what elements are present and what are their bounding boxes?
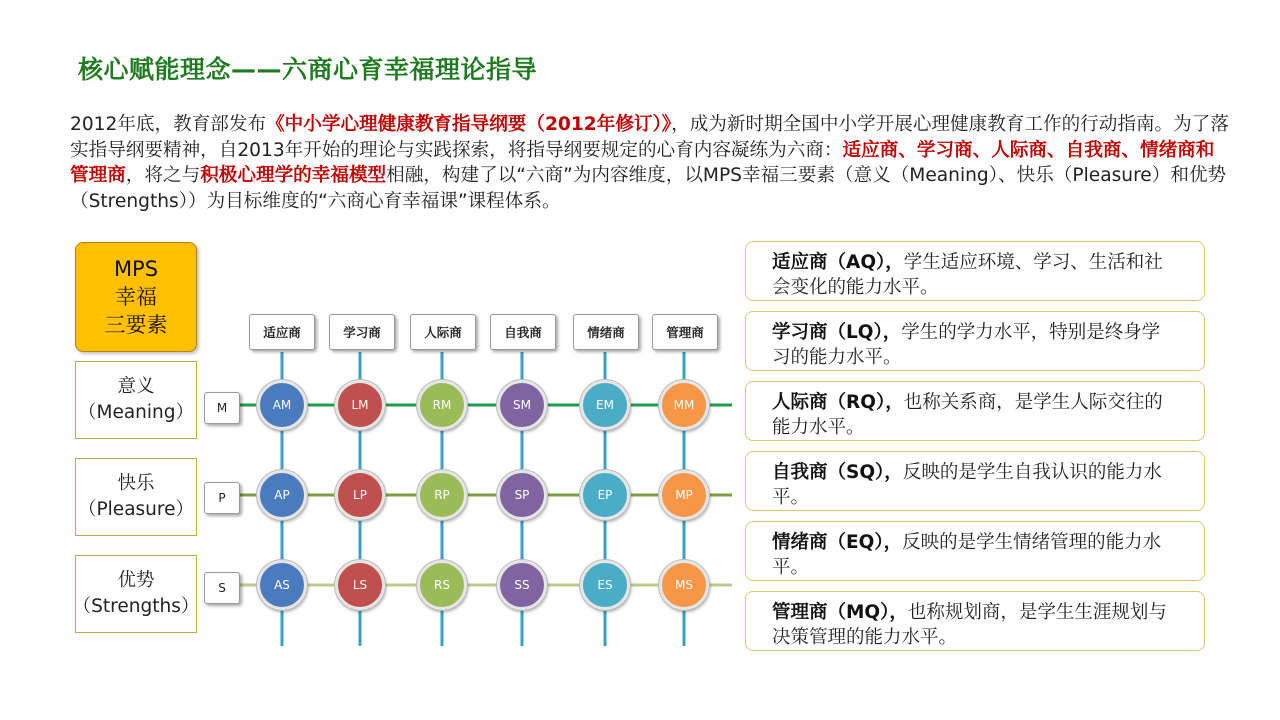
node-am: AM [257,380,307,430]
description-sq [745,451,1205,511]
node-sm: SM [497,380,547,430]
column-tag-sq: 自我商 [490,314,556,350]
description-body: 学生适应环境、学习、生活和社会变化的能力水平。 [772,252,1163,298]
description-body: 反映的是学生情绪管理的能力水平。 [772,532,1162,578]
node-rp: RP [417,470,467,520]
intro-text: 2012年底，教育部发布 [70,114,267,135]
node-ap: AP [257,470,307,520]
description-head: 情绪商（EQ）， [772,532,903,553]
node-rs: RS [417,560,467,610]
dimension-cn: 意义 [117,376,155,397]
column-tag-aq: 适应商 [249,314,315,350]
description-head: 管理商（MQ）， [772,602,908,623]
node-mm: MM [659,380,709,430]
column-tag-eq: 情绪商 [573,314,639,350]
row-tag-s: S [204,572,240,604]
node-as: AS [257,560,307,610]
description-head: 人际商（RQ）， [772,392,904,413]
row-tag-m: M [204,392,240,424]
intro-highlight: 《中小学心理健康教育指导纲要（2012年修订）》 [266,114,672,135]
dimension-cn: 优势 [117,570,155,591]
node-ep: EP [580,470,630,520]
intro-text: ，将之与 [125,165,201,186]
node-ms: MS [659,560,709,610]
description-eq [745,521,1205,581]
column-tag-mq: 管理商 [652,314,718,350]
node-rm: RM [417,380,467,430]
mps-line: 幸福 [115,285,157,309]
column-tag-lq: 学习商 [329,314,395,350]
node-lp: LP [335,470,385,520]
intro-text: ，成为新时期全国中小学开展心理健康教育工作的行动指南。为了落实指导纲要精神，自2013年开始的理论与实践探索，将指导纲要规定的心育内容凝练为六商： [70,114,1229,161]
intro-highlight: 适应商、学习商、人际商、自我商、情绪商和管理商 [70,139,1215,186]
dimension-en: （Pleasure） [78,499,194,520]
mps-line: 三要素 [104,313,168,337]
column-tag-rq: 人际商 [410,314,476,350]
description-body: 反映的是学生自我认识的能力水平。 [772,462,1162,508]
node-ls: LS [335,560,385,610]
dimension-cn: 快乐 [117,473,155,494]
intro-highlight: 积极心理学的幸福模型 [200,165,387,186]
intro-text: 相融，构建了以“六商”为内容维度，以MPS幸福三要素（意义（Meaning）、快乐（Pleasure）和优势（Strengths））为目标维度的“六商心育幸福课”课程体系。 [70,165,1227,212]
description-head: 学习商（LQ）， [772,322,902,343]
description-lq [745,311,1205,371]
description-body: 也称规划商，是学生生涯规划与决策管理的能力水平。 [772,602,1167,648]
description-mq [745,591,1205,651]
node-ss: SS [497,560,547,610]
dimension-en: （Meaning） [77,402,194,423]
node-lm: LM [335,380,385,430]
description-head: 自我商（SQ）， [772,462,903,483]
node-sp: SP [497,470,547,520]
dimension-en: （Strengths） [72,596,200,617]
node-mp: MP [659,470,709,520]
description-body: 也称关系商，是学生人际交往的能力水平。 [772,392,1163,438]
node-es: ES [580,560,630,610]
description-head: 适应商（AQ）， [772,252,904,273]
mps-line: MPS [113,257,159,281]
description-aq [745,241,1205,301]
row-tag-p: P [204,482,240,514]
description-rq [745,381,1205,441]
description-body: 学生的学力水平，特别是终身学习的能力水平。 [772,322,1161,368]
page-title: 核心赋能理念——六商心育幸福理论指导 [78,55,538,84]
node-em: EM [580,380,630,430]
